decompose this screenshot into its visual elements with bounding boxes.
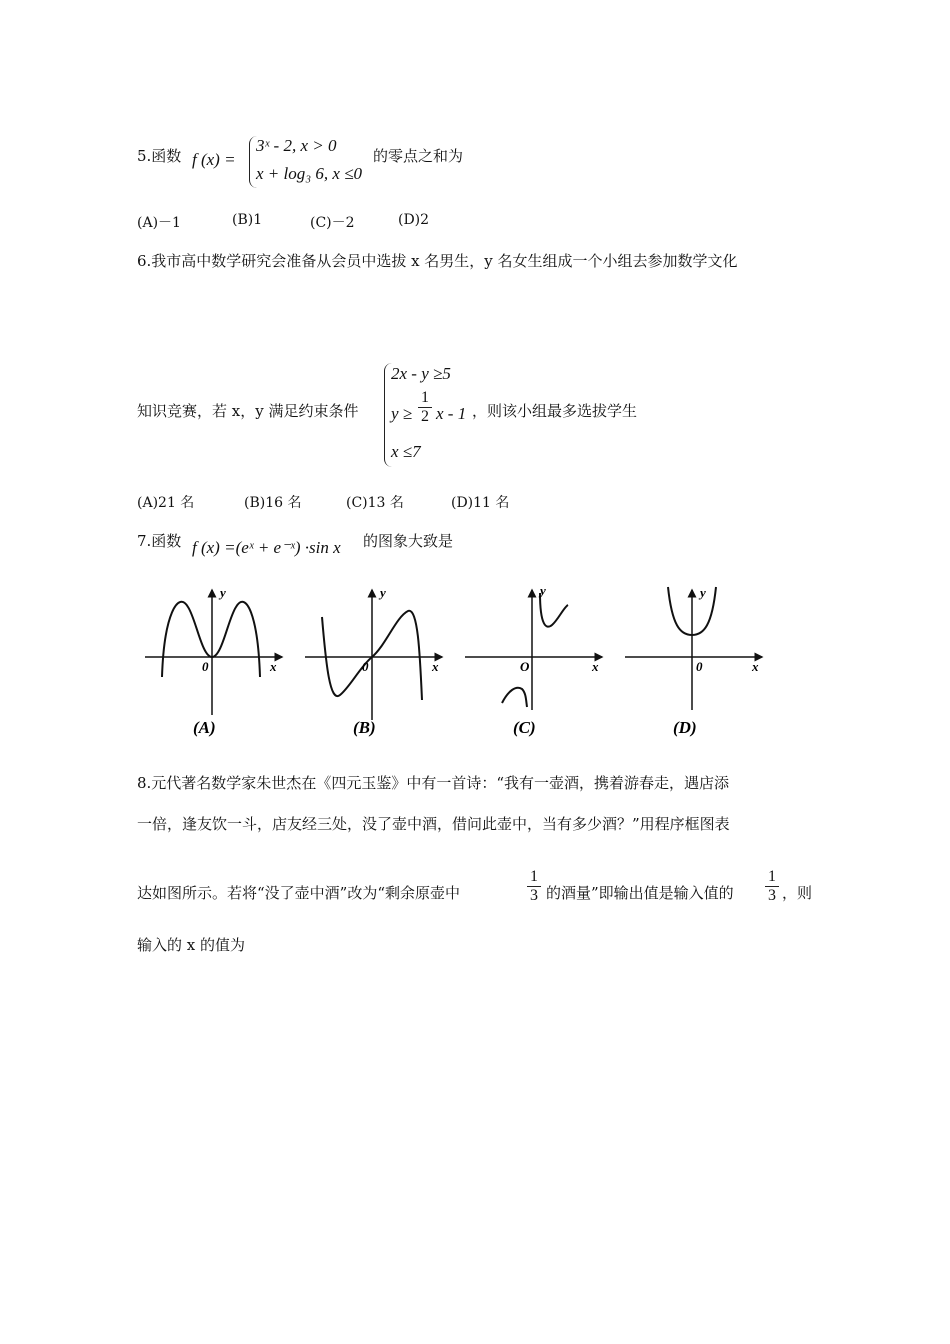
graph-d-y-label: y [700,585,706,600]
graph-d-origin: 0 [696,659,703,674]
q7-formula: f (x) =(eˣ + e⁻ˣ) ·sin x [192,538,341,557]
q6-constraint-3: x ≤7 [391,442,421,461]
graph-b-y-label: y [380,585,386,600]
q6-option-b: (B)16 名 [244,495,302,511]
q6-pre: 知识竞赛，若 x，y 满足约束条件 [137,402,359,420]
graph-c-y-label: y [540,585,546,598]
q8-line-1: 8.元代著名数学家朱世杰在《四元玉鉴》中有一首诗：“我有一壶酒，携着游春走，遇店添 [137,774,729,792]
q6-line-1: 6.我市高中数学研究会准备从会员中选拔 x 名男生，y 名女生组成一个小组去参加数学文化 [137,252,738,270]
q8-line-2: 一倍，逢友饮一斗，店友经三处，没了壶中酒，借问此壶中，当有多少酒？”用程序框图表 [137,815,730,833]
q6-post: ，则该小组最多选拔学生 [472,402,638,420]
graph-b-caption: (B) [353,718,376,737]
q6-fraction-den: 2 [418,407,432,426]
q5-option-c: (C)－2 [310,215,355,231]
q7-prefix: 7.函数 [137,532,182,550]
q5-case-1: 3ˣ - 2, x > 0 [256,136,337,155]
graph-d [620,585,770,745]
q8-line-3a: 达如图所示。若将“没了壶中酒”改为“剩余原壶中 [137,884,461,902]
graph-d-x-label: x [752,659,759,674]
q6-option-d: (D)11 名 [451,495,510,511]
q5-option-d: (D)2 [398,212,430,228]
q8-fraction-1 [527,868,541,905]
q5-suffix: 的零点之和为 [373,147,464,165]
graph-b [300,585,450,745]
graph-c-x-label: x [592,659,599,674]
q6-option-a: (A)21 名 [137,495,195,511]
q5-prefix: 5.函数 [137,147,182,165]
q5-case-2: x + log₃ 6, x ≤0 [256,164,363,183]
q7-suffix: 的图象大致是 [363,532,454,550]
q8-fraction-2-den: 3 [765,886,779,905]
q5-option-a: (A)－1 [137,215,181,231]
graph-d-caption: (D) [673,718,697,737]
graph-c-caption: (C) [513,718,536,737]
graph-a [140,585,290,745]
q8-fraction-2 [765,868,779,905]
graph-b-x-label: x [432,659,439,674]
q5-option-b: (B)1 [232,212,263,228]
q6-constraint-2a: y ≥ [391,404,413,423]
q8-fraction-2-num: 1 [768,868,776,885]
graph-a-y-label: y [220,585,226,600]
q8-line-3b: 的酒量”即输出值是输入值的 [546,884,734,902]
q8-fraction-1-den: 3 [527,886,541,905]
q8-line-4: 输入的 x 的值为 [137,936,245,954]
q8-fraction-1-num: 1 [530,868,538,885]
graph-c-origin: O [520,659,530,674]
graph-a-x-label: x [270,659,277,674]
q6-fraction [418,389,432,426]
q6-option-c: (C)13 名 [346,495,404,511]
q6-fraction-num: 1 [421,389,429,406]
graph-a-origin: 0 [202,659,209,674]
q8-line-3c: ，则 [782,884,813,902]
q6-constraint-1: 2x - y ≥5 [391,364,451,383]
graph-c [460,585,610,745]
graph-a-caption: (A) [193,718,216,737]
graph-b-origin: 0 [362,659,369,674]
q5-function-name: f (x) = [192,150,236,169]
q6-constraint-2b: x - 1 [436,404,467,423]
